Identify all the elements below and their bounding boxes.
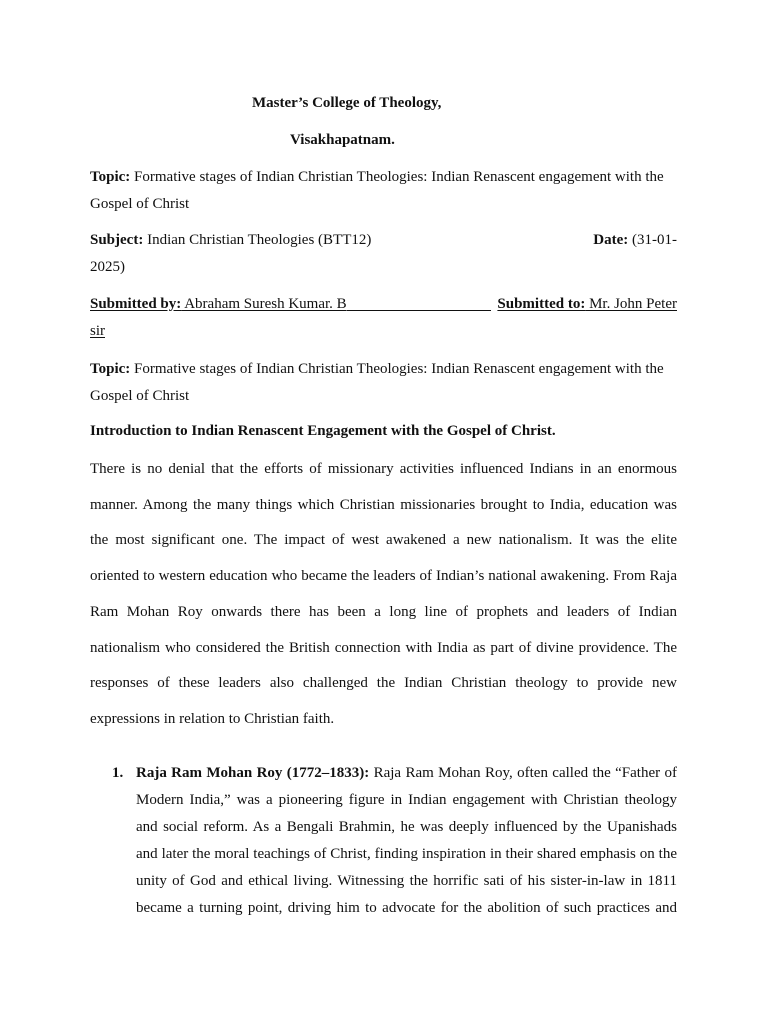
intro-paragraph: There is no denial that the efforts of missionary activities influenced Indians in an enormous manner. Among the many things which Christian missionaries brought to India, education was the most significant one. The impact of west awakened a new nationalism. It was the elite oriented to western education who became the leaders of Indian’s national awakening. From Raja Ram Mohan Roy onwards there has been a long line of prophets and leaders of Indian nationalism who considered the British connection with India as part of divine providence. The responses of these leaders also challenged the Indian Christian theology to provide new expressions in relation to Christian faith. [90,461,677,727]
list-item-body: Raja Ram Mohan Roy, often called the “Father of Modern India,” was a pioneering figure in Indian engagement with Christian theology and social reform. As a Bengali Brahmin, he was deeply influenced by the Upanishads and later the moral teachings of Christ, finding inspiration in their shared emphasis on the unity of God and ethical living. Witnessing the horrific sati of his sister-in-law in 1811 became a turning point, driving him to advocate for the abolition of such practices and [136,765,677,916]
topic-repeat-label: Topic: [90,361,131,377]
submitted-to-continuation: sir [90,323,105,339]
submitted-to [497,294,677,314]
intro-heading: Introduction to Indian Renascent Engagement with the Gospel of Christ. [90,423,556,439]
topic-repeat-text: Formative stages of Indian Christian Theologies: Indian Renascent engagement with the Gospel of Christ [90,361,664,404]
college-city: Visakhapatnam. [290,132,395,148]
date-label: Date: [593,232,629,248]
document-page [90,0,677,1024]
topic-line [90,164,677,218]
submitted-to-name: Mr. John Peter [585,296,677,312]
submitted-by [90,296,347,312]
underline-gap [347,295,491,311]
list-item-text [136,760,677,922]
submitted-by-name: Abraham Suresh Kumar. B [181,296,347,312]
date-field [593,230,677,250]
date-continuation: 2025) [90,259,125,275]
list-item-title: Raja Ram Mohan Roy (1772–1833): [136,765,370,781]
college-name: Master’s College of Theology, [252,95,442,111]
topic-text: Formative stages of Indian Christian Theologies: Indian Renascent engagement with the Gospel of Christ [90,169,664,212]
submitted-row [90,294,677,314]
topic-line-repeat [90,356,677,410]
subject-label: Subject: [90,232,144,248]
topic-label: Topic: [90,169,131,185]
date-text: (31-01- [628,232,677,248]
submitted-to-label: Submitted to: [497,296,586,312]
subject-text: Indian Christian Theologies (BTT12) [143,232,372,248]
submitted-by-label: Submitted by: [90,296,182,312]
list-item-number: 1. [112,765,124,781]
subject-row [90,230,677,250]
